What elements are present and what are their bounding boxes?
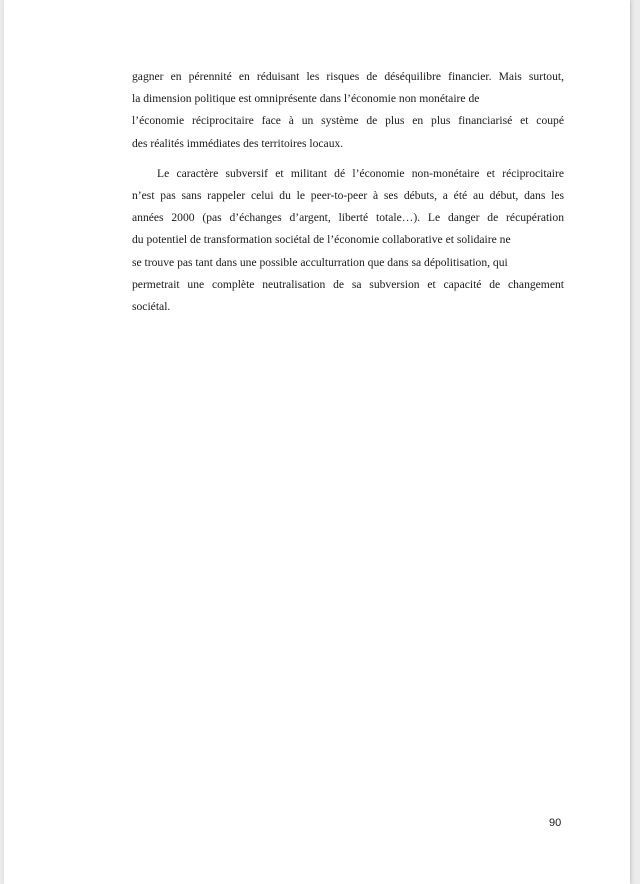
text-line: années 2000 (pas d’échanges d’argent, liberté totale…). Le danger de récupération (132, 211, 564, 225)
text-line: se trouve pas tant dans une possible acculturration que dans sa dépolitisation, qui (132, 255, 508, 269)
page-number: 90 (549, 817, 562, 829)
text-line: n’est pas sans rappeler celui du le peer-to-peer à ses débuts, a été au début, dans les (132, 189, 564, 203)
text-line: Le caractère subversif et militant dé l’économie non-monétaire et réciprocitaire (157, 166, 564, 180)
paragraph-spacing (132, 155, 564, 163)
document-page (4, 0, 630, 884)
text-line: la dimension politique est omniprésente dans l’économie non monétaire de (132, 92, 480, 106)
text-line: permetrait une complète neutralisation de sa subversion et capacité de changement (132, 277, 564, 291)
text-line: gagner en pérennité en réduisant les risques de déséquilibre financier. Mais surtout, (132, 70, 564, 83)
text-line: sociétal. (132, 300, 171, 314)
body-text (132, 66, 564, 318)
text-line: du potentiel de transformation sociétal de l’économie collaborative et solidaire ne (132, 233, 511, 247)
text-line: des réalités immédiates des territoires locaux. (132, 136, 344, 150)
paragraph-2 (132, 163, 564, 318)
paragraph-1 (132, 66, 564, 155)
text-line: l’économie réciprocitaire face à un système de plus en plus financiarisé et coupé (132, 114, 564, 128)
